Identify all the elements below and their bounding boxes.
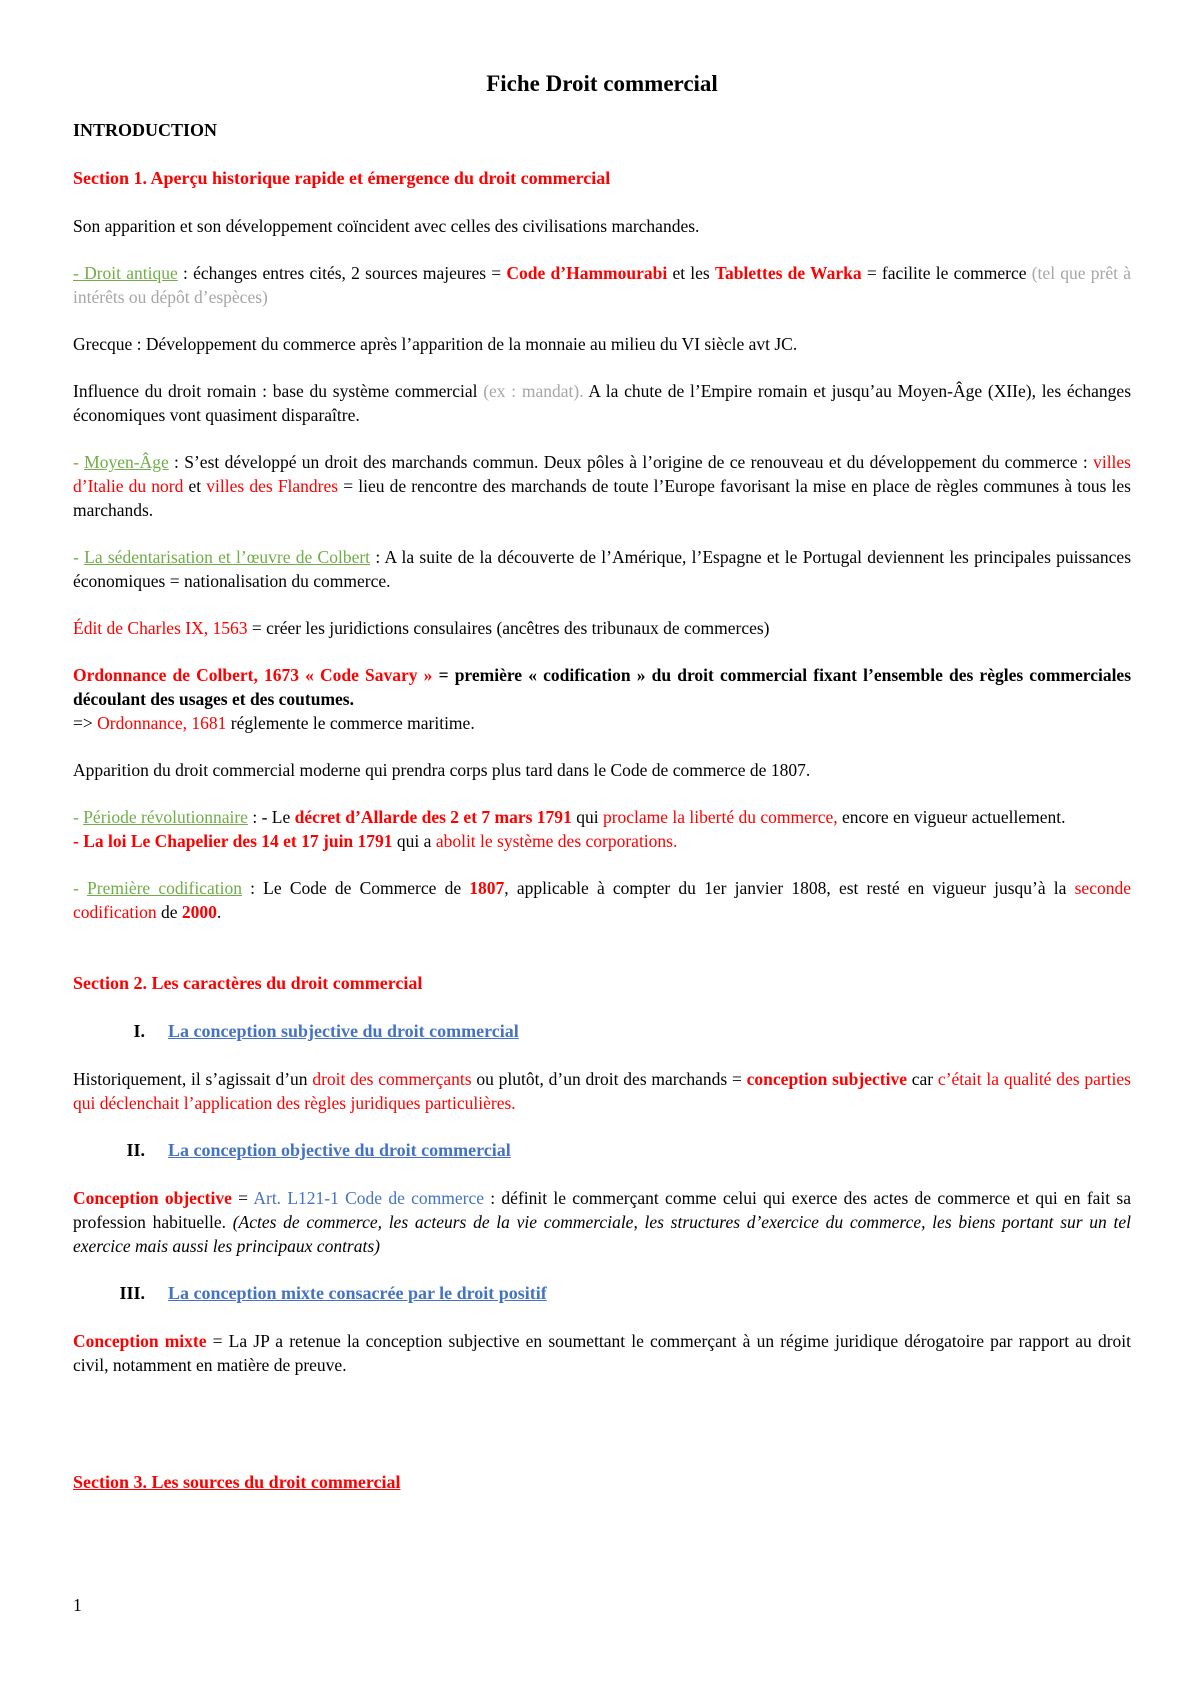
paragraph-edit-charles: Édit de Charles IX, 1563 = créer les juridictions consulaires (ancêtres des tribunaux de commerces) <box>73 618 770 638</box>
paragraph-grecque: Grecque : Développement du commerce après l’apparition de la monnaie au milieu du VI siècle avt JC. <box>73 334 798 354</box>
droit-antique-label: Droit antique <box>84 263 178 283</box>
paragraph-ordonnance-1681: => Ordonnance, 1681 réglemente le commerce maritime. <box>73 713 475 733</box>
moyen-age-label: Moyen-Âge <box>84 452 169 472</box>
dash: - <box>73 263 85 283</box>
colbert-label: La sédentarisation et l’œuvre de Colbert <box>84 547 371 567</box>
paragraph-premiere-codification: - Première codification : Le Code de Commerce de 1807, applicable à compter du 1er janvier 1808, est resté en vigueur jusqu’à la seconde codification de 2000. <box>73 878 1131 922</box>
paragraph-revolution: - Période révolutionnaire : - Le décret d’Allarde des 2 et 7 mars 1791 qui proclame la liberté du commerce, encore en vigueur actuellement. <box>73 807 1066 827</box>
subsection-3-heading: III. La conception mixte consacrée par le droit positif <box>119 1283 547 1303</box>
paragraph-origins: Son apparition et son développement coïncident avec celles des civilisations marchandes. <box>73 216 700 236</box>
paragraph-colbert: - La sédentarisation et l’œuvre de Colbert : A la suite de la découverte de l’Amérique, l’Espagne et le Portugal deviennent les principales puissances économiques = nationalisation du commerce. <box>73 547 1132 591</box>
revolution-label: Période révolutionnaire <box>83 807 248 827</box>
paragraph-mixte: Conception mixte = La JP a retenue la conception subjective en soumettant le commerçant à un régime juridique dérogatoire par rapport au droit civil, notamment en matière de preuve. <box>73 1331 1131 1375</box>
intro-heading: INTRODUCTION <box>73 120 218 140</box>
document-body <box>73 72 1131 1518</box>
page-number: 1 <box>73 1595 82 1615</box>
section-2-heading: Section 2. Les caractères du droit commercial <box>73 973 423 993</box>
code-hammourabi: Code d’Hammourabi <box>506 263 668 283</box>
tablettes-warka: Tablettes de Warka <box>714 263 862 283</box>
paragraph-droit-antique: - Droit antique : échanges entres cités, 2 sources majeures = Code d’Hammourabi et les Tablettes de Warka = facilite le commerce (tel que prêt à intérêts ou dépôt d’espèces) <box>73 263 1132 307</box>
paragraph-objective: Conception objective = Art. L121-1 Code de commerce : définit le commerçant comme celui qui exerce des actes de commerce et qui en fait sa profession habituelle. (Actes de commerce, les acteurs de la vie commerciale, les structures d’exercice du commerce, les biens portant sur un tel exercice mais aussi les principaux contrats) <box>73 1188 1131 1256</box>
page-title: Fiche Droit commercial <box>486 71 718 96</box>
paragraph-droit-moderne: Apparition du droit commercial moderne qui prendra corps plus tard dans le Code de commerce de 1807. <box>73 760 811 780</box>
section-3-heading: Section 3. Les sources du droit commercial <box>73 1472 401 1492</box>
paragraph-ordonnance-colbert: Ordonnance de Colbert, 1673 « Code Savary » = première « codification » du droit commercial fixant l’ensemble des règles commerciales découlant des usages et des coutumes. <box>73 665 1132 709</box>
subsection-2-heading: II. La conception objective du droit commercial <box>126 1140 511 1160</box>
codification-label: Première codification <box>87 878 242 898</box>
section-1-heading: Section 1. Aperçu historique rapide et émergence du droit commercial <box>73 168 611 188</box>
subsection-1-heading: I. La conception subjective du droit commercial <box>133 1021 519 1041</box>
paragraph-subjective: Historiquement, il s’agissait d’un droit des commerçants ou plutôt, d’un droit des marchands = conception subjective car c’était la qualité des parties qui déclenchait l’application des règles juridiques particulières. <box>73 1069 1131 1113</box>
paragraph-droit-romain: Influence du droit romain : base du système commercial (ex : mandat). A la chute de l’Empire romain et jusqu’au Moyen-Âge (XIIe), les échanges économiques vont quasiment disparaître. <box>73 381 1132 425</box>
paragraph-moyen-age: - Moyen-Âge : S’est développé un droit des marchands commun. Deux pôles à l’origine de ce renouveau et du développement du commerce : villes d’Italie du nord et villes des Flandres = lieu de rencontre des marchands de toute l’Europe favorisant la mise en place de règles communes à tous les marchands. <box>73 452 1131 520</box>
paragraph-le-chapelier: - La loi Le Chapelier des 14 et 17 juin 1791 qui a abolit le système des corporations. <box>73 831 678 851</box>
